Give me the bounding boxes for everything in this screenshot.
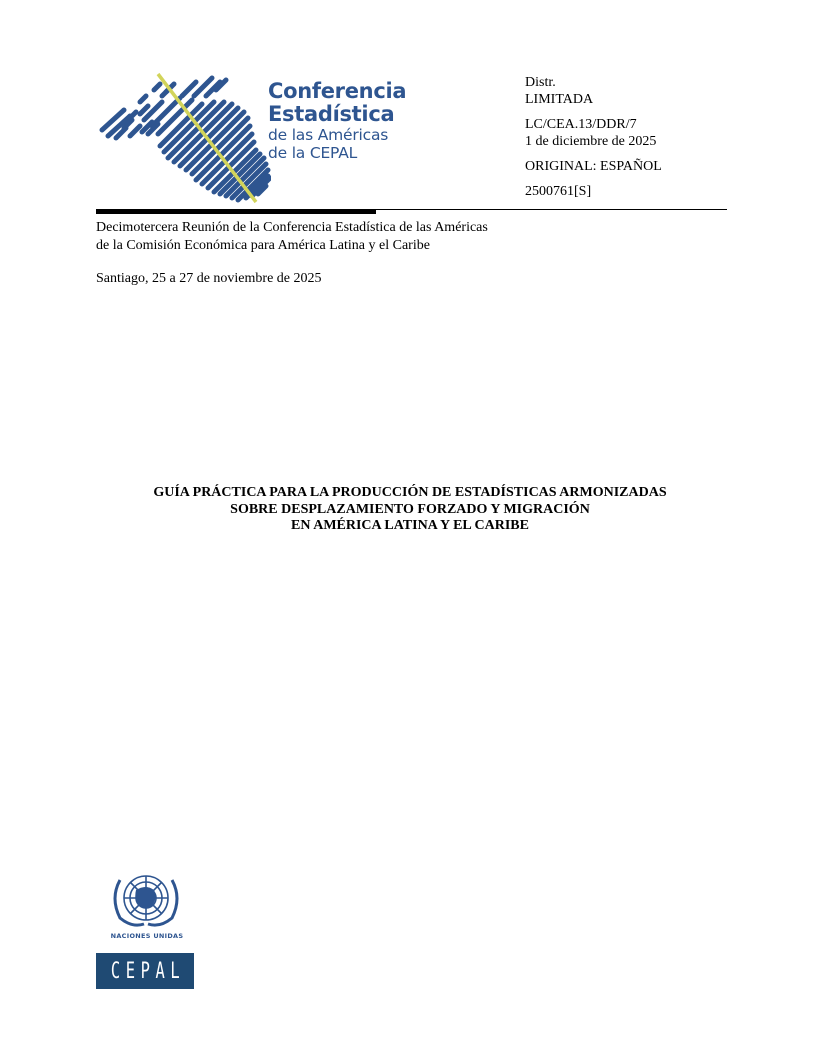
document-symbol: LC/CEA.13/DDR/7 <box>525 117 637 132</box>
un-label: NACIONES UNIDAS <box>110 932 184 940</box>
meeting-place-date: Santiago, 25 a 27 de noviembre de 2025 <box>96 271 322 286</box>
meeting-info <box>96 219 488 255</box>
job-number: 2500761[S] <box>525 184 592 199</box>
meeting-line-1: Decimotercera Reunión de la Conferencia Estadística de las Américas <box>96 220 488 235</box>
title-line-1: GUÍA PRÁCTICA PARA LA PRODUCCIÓN DE ESTADÍSTICAS ARMONIZADAS <box>153 485 667 500</box>
un-emblem-icon <box>96 868 196 932</box>
conference-logo-text <box>268 80 406 162</box>
logo-line-cepal: de la CEPAL <box>268 144 358 162</box>
header-rule-thick <box>96 209 376 214</box>
americas-map-icon <box>96 70 271 205</box>
distribution-value: LIMITADA <box>525 92 594 107</box>
logo-line-americas: de las Américas <box>268 126 389 144</box>
title-line-2: SOBRE DESPLAZAMIENTO FORZADO Y MIGRACIÓN <box>230 501 590 517</box>
document-title <box>0 485 820 535</box>
un-emblem <box>96 868 196 940</box>
title-line-3: EN AMÉRICA LATINA Y EL CARIBE <box>291 518 529 533</box>
conference-logo <box>96 70 407 205</box>
logo-line-estadistica: Estadística <box>268 102 395 126</box>
meeting-line-2: de la Comisión Económica para América Latina y el Caribe <box>96 238 430 253</box>
original-language: ORIGINAL: ESPAÑOL <box>525 159 662 174</box>
cepal-logo-text: CEPAL <box>110 958 186 984</box>
distribution-label: Distr. <box>525 75 556 90</box>
cepal-logo <box>96 953 194 989</box>
document-date: 1 de diciembre de 2025 <box>525 134 657 149</box>
logo-line-conferencia: Conferencia <box>268 79 407 103</box>
